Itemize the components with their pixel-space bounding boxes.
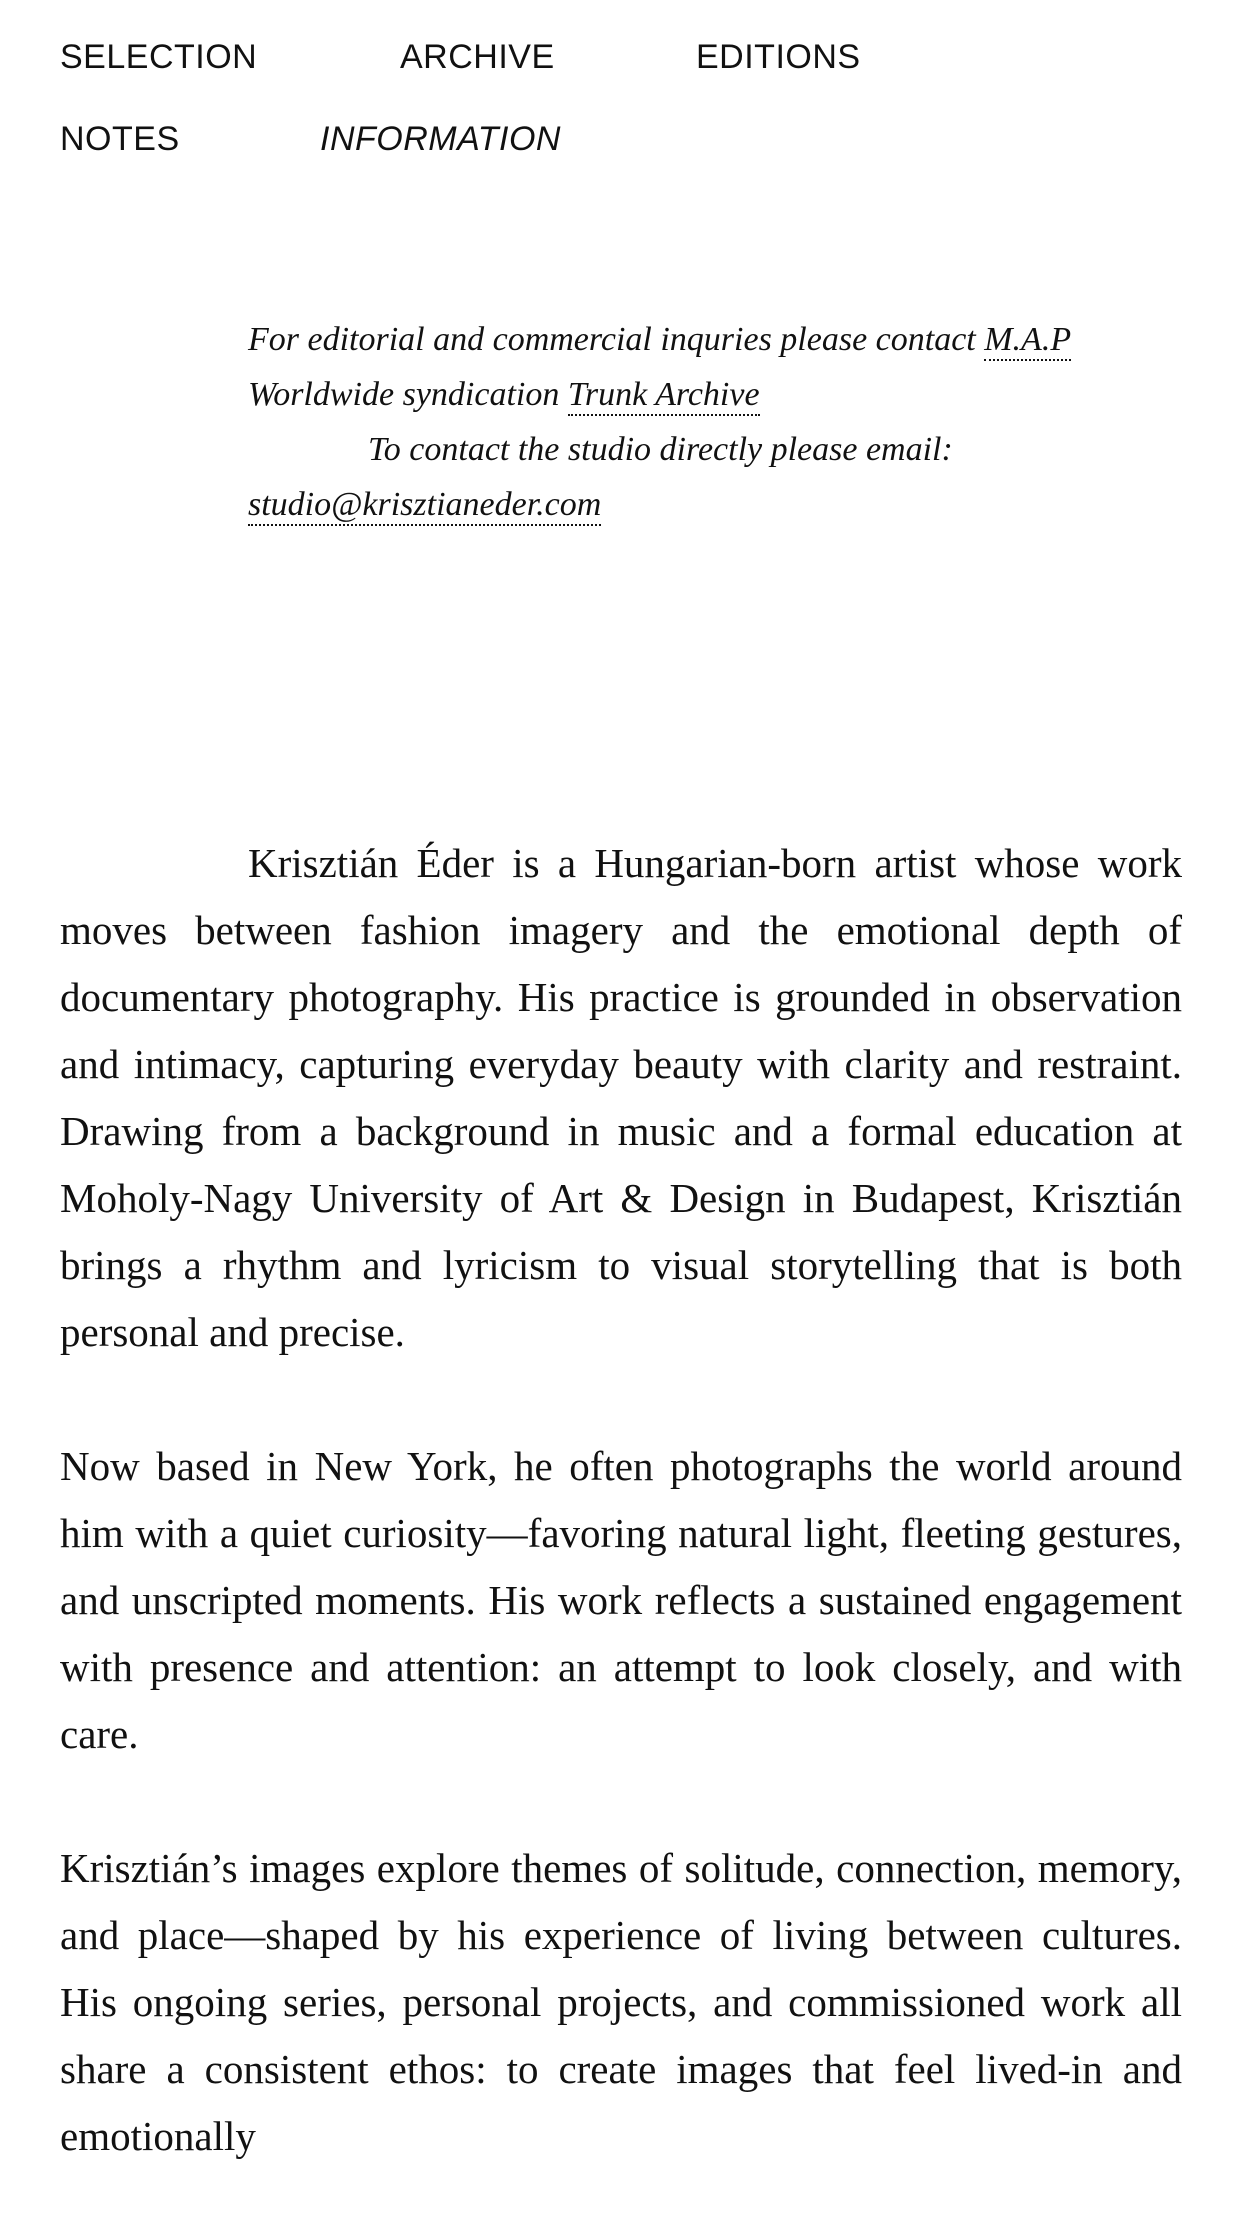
map-agency-link[interactable]: M.A.P <box>984 321 1071 361</box>
editorial-text: For editorial and commercial inquries please contact <box>248 321 985 358</box>
contact-line-email <box>248 477 1188 532</box>
nav-item-editions[interactable]: EDITIONS <box>696 38 861 76</box>
contact-info <box>248 312 1188 532</box>
nav-item-selection[interactable]: SELECTION <box>60 38 258 76</box>
trunk-archive-link[interactable]: Trunk Archive <box>568 376 760 416</box>
contact-line-editorial <box>248 312 1188 367</box>
bio-paragraph-1: Krisztián Éder is a Hungarian-born artist whose work moves between fashion imagery and the emotional depth of documentary photography. His practice is grounded in observation and intimacy, capturing everyday beauty with clarity and restraint. Drawing from a background in music and a formal education at Moholy-Nagy University of Art & Design in Budapest, Krisztián brings a rhythm and lyricism to visual storytelling that is both personal and precise. <box>60 840 1182 1355</box>
artist-bio <box>60 830 1182 2237</box>
contact-line-syndication <box>248 367 1188 422</box>
nav-item-information[interactable]: INFORMATION <box>320 120 561 158</box>
syndication-text: Worldwide syndication <box>248 376 568 413</box>
bio-paragraph-3: Krisztián’s images explore themes of solitude, connection, memory, and place—shaped by his experience of living between cultures. His ongoing series, personal projects, and commissioned work all share a consistent ethos: to create images that feel lived-in and emotionally <box>60 1845 1182 2159</box>
nav-item-notes[interactable]: NOTES <box>60 120 180 158</box>
bio-paragraph-2: Now based in New York, he often photographs the world around him with a quiet curiosity—favoring natural light, fleeting gestures, and unscripted moments. His work reflects a sustained engagement with presence and attention: an attempt to look closely, and with care. <box>60 1443 1182 1757</box>
nav-item-archive[interactable]: ARCHIVE <box>400 38 555 76</box>
contact-line-studio: To contact the studio directly please email: <box>368 431 953 468</box>
nav-row-primary <box>60 38 1160 120</box>
main-nav <box>60 38 1160 202</box>
studio-email-link[interactable]: studio@krisztianeder.com <box>248 486 601 526</box>
nav-row-secondary <box>60 120 1160 202</box>
